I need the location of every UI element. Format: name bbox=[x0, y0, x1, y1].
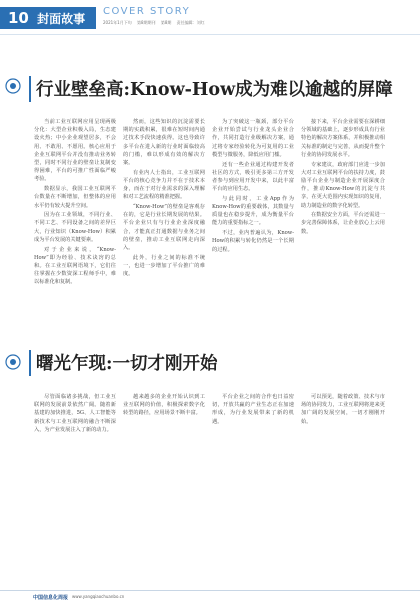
article1-column-2 bbox=[123, 118, 205, 342]
article2-column-2 bbox=[123, 393, 205, 583]
section-marker-icon bbox=[5, 78, 21, 94]
paragraph: 可以预见，随着政策、技术与市场的协同发力，工业互联网将迎来更加广阔的发展空间，一切才刚刚开始。 bbox=[301, 394, 385, 425]
paragraph: 有业内人士指出，工业互联网平台的核心竞争力并不在于技术本身，而在于对行业需求的深入理解和对工艺流程的精准把握。 bbox=[123, 169, 205, 201]
paragraph: 对于企业来说，“Know-How”即为经验、技术诀窍的总和。在工业互联网语境下，它们往往掌握在少数资深工程师手中，难以标准化和复制。 bbox=[34, 246, 116, 286]
paragraph: 在数据安全方面，平台还需进一步完善保障体系，让企业放心上云用数。 bbox=[301, 212, 385, 235]
article2-column-1 bbox=[34, 393, 116, 583]
paragraph: 然而，这些知识的沉淀需要长期的实践积累，很难在短时间内通过技术手段快速获得。这也导致许多平台在进入新的行业时面临较高的门槛，难以形成有效的解决方案。 bbox=[123, 119, 205, 167]
header-info bbox=[103, 6, 209, 26]
meta-period: 第8期期刊 bbox=[137, 20, 156, 25]
paragraph: 为了突破这一瓶颈，部分平台企业开始尝试与行业龙头企业合作，共同打造行业级解决方案，通过将专家经验转化为可复用的工业模型与微服务，降低应用门槛。 bbox=[212, 119, 294, 158]
article2-title-block bbox=[29, 350, 369, 376]
footer-url[interactable]: www.yangqiaochuanbo.cn bbox=[72, 594, 125, 599]
meta-date: 2021年1月下旬 bbox=[103, 20, 132, 25]
cover-story-label: COVER STORY bbox=[103, 6, 191, 17]
paragraph: 不过，业内普遍认为，Know-How的积累与转化仍然是一个长期的过程。 bbox=[212, 230, 294, 253]
paragraph: 当前工业互联网应用呈现两极分化：大型企业积极入局，生态建设火热；中小企业观望居多，不会用、不敢用、不愿用。核心应用于企业互联网平台并没有推动业务转型，同时不同行业的壁垒让复制变得困难，平台的可推广性面临严峻考验。 bbox=[34, 119, 116, 183]
paragraph: 数据显示，我国工业互联网平台数量在不断增加，但整体的应用水平仍有较大提升空间。 bbox=[34, 186, 116, 209]
article1-title: 行业壁垒高:Know-How成为难以逾越的屏障 bbox=[36, 80, 393, 100]
meta-issue: 第8期 bbox=[160, 20, 172, 25]
section-tab bbox=[0, 7, 96, 29]
article1-column-1 bbox=[34, 118, 116, 342]
page-footer bbox=[0, 590, 420, 604]
section-marker-icon bbox=[5, 354, 21, 370]
paragraph: 越来越多的企业开始认识到工业互联网的价值，积极探索数字化转型的路径，应用场景不断丰富。 bbox=[123, 394, 205, 417]
paragraph: 与此同时，工业App作为Know-How的重要载体，其数量与质量也在稳步提升，成为衡量平台能力的重要指标之一。 bbox=[212, 195, 294, 227]
article2-column-3 bbox=[212, 393, 294, 583]
article1-title-block bbox=[29, 76, 409, 102]
paragraph: 平台企业之间的合作也日益密切，开放共赢的产业生态正在加速形成，为行业发展带来了新的机遇。 bbox=[212, 394, 294, 425]
article2-title: 曙光乍现:一切才刚开始 bbox=[36, 354, 218, 374]
article2-column-4 bbox=[301, 393, 385, 583]
paragraph: 因为在工业领域，不同行业、不同工艺、不同设备之间的差异巨大，行业知识（Know-How）积累成为平台发展的关键要素。 bbox=[34, 212, 116, 243]
paragraph: 尽管面临诸多挑战，但工业互联网的发展前景依然广阔。随着新基建的加快推进，5G、人工智能等新技术与工业互联网的融合不断深入，为产业发展注入了新的动力。 bbox=[34, 394, 116, 433]
issue-number: 10 bbox=[8, 9, 29, 27]
header-meta bbox=[103, 20, 209, 26]
article2-header bbox=[0, 350, 420, 380]
page-header bbox=[0, 0, 420, 48]
footer-brand: 中国信息化周报 bbox=[33, 595, 69, 601]
paragraph: 还有一些企业通过构建开发者社区的方式，吸引更多第三方开发者参与到应用开发中来，以此丰富平台的应用生态。 bbox=[212, 161, 294, 193]
paragraph: 接下来，平台企业需要在深耕细分领域的基础上，逐步形成具有行业特色的解决方案体系，并积极推动相关标准的制定与完善，从而提升整个行业的协同发展水平。 bbox=[301, 119, 385, 158]
paragraph: “Know-How”的壁垒是客观存在的，它是行业长期发展的结果。平台企业只有与行业企业深度融合，才能真正打通数据与业务之间的壁垒，推动工业互联网走向深入。 bbox=[123, 204, 205, 252]
article1-column-3 bbox=[212, 118, 294, 342]
meta-editor: 责任编辑：刘红 bbox=[176, 20, 205, 25]
paragraph: 专家建议，政府部门应进一步加大对工业互联网平台的扶持力度，鼓励平台企业与制造企业开展深度合作，推动Know-How的沉淀与共享，在更大范围内实现知识的复用，助力制造业的数字化转型。 bbox=[301, 161, 385, 209]
paragraph: 此外，行业之间的标准不统一，也进一步增加了平台推广的难度。 bbox=[123, 254, 205, 278]
article1-column-4 bbox=[301, 118, 385, 342]
header-divider bbox=[0, 34, 420, 35]
section-name: 封面故事 bbox=[37, 12, 86, 26]
